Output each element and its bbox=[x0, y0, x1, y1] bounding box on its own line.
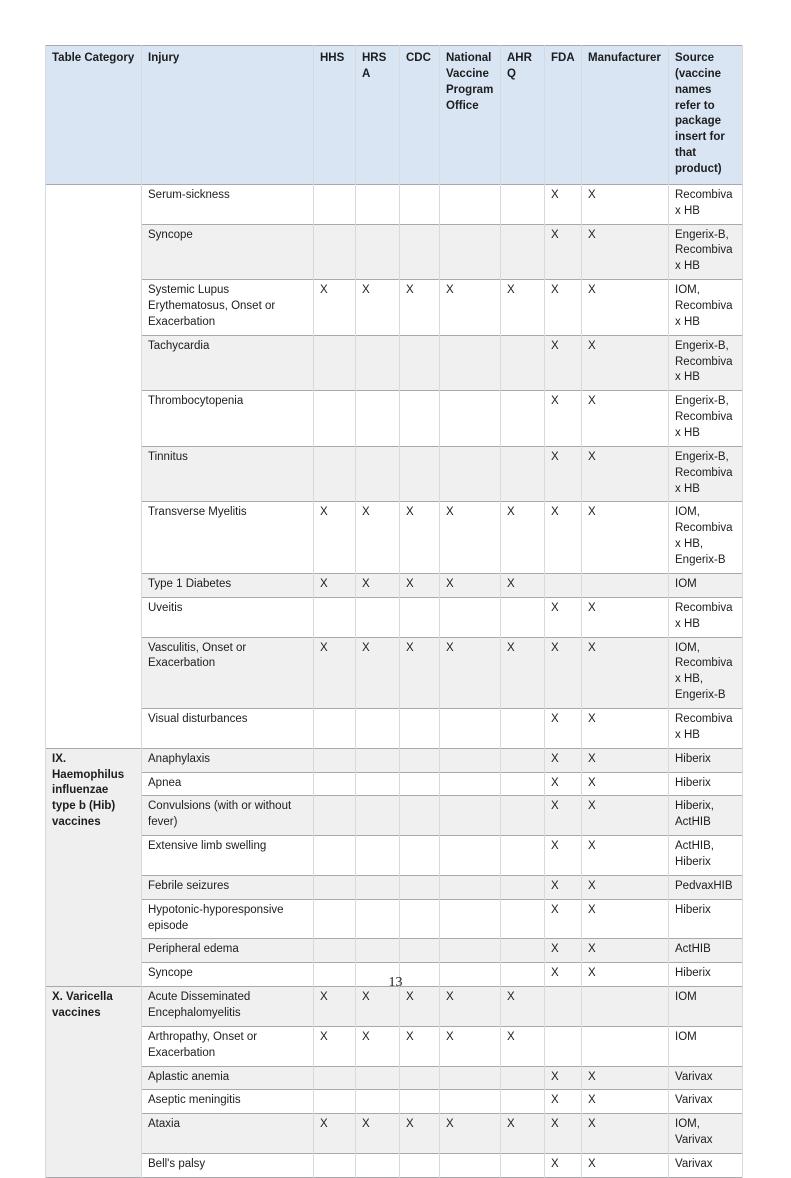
flag-cell-nvpo bbox=[440, 391, 501, 447]
injury-cell: Aplastic anemia bbox=[142, 1066, 314, 1090]
flag-cell-manufacturer: X bbox=[582, 1153, 669, 1177]
flag-cell-nvpo bbox=[440, 796, 501, 836]
flag-cell-ahrq: X bbox=[501, 573, 545, 597]
flag-cell-fda: X bbox=[545, 1114, 582, 1154]
category-cell: X. Varicella vaccines bbox=[46, 987, 142, 1178]
table-body bbox=[46, 184, 743, 1177]
injury-cell: Acute Disseminated Encephalomyelitis bbox=[142, 987, 314, 1027]
flag-cell-nvpo: X bbox=[440, 573, 501, 597]
flag-cell-hhs bbox=[314, 335, 356, 391]
source-cell: Recombivax HB bbox=[669, 597, 743, 637]
table-row bbox=[46, 502, 743, 573]
flag-cell-fda: X bbox=[545, 224, 582, 280]
table-header bbox=[46, 46, 743, 185]
source-cell: ActHIB, Hiberix bbox=[669, 836, 743, 876]
flag-cell-manufacturer: X bbox=[582, 502, 669, 573]
flag-cell-nvpo bbox=[440, 708, 501, 748]
flag-cell-manufacturer: X bbox=[582, 1066, 669, 1090]
injury-cell: Syncope bbox=[142, 963, 314, 987]
flag-cell-ahrq bbox=[501, 1066, 545, 1090]
flag-cell-nvpo bbox=[440, 836, 501, 876]
flag-cell-manufacturer: X bbox=[582, 708, 669, 748]
header-ahrq: AHRQ bbox=[501, 46, 545, 185]
flag-cell-manufacturer: X bbox=[582, 963, 669, 987]
flag-cell-hrsa bbox=[356, 899, 400, 939]
flag-cell-nvpo bbox=[440, 597, 501, 637]
flag-cell-fda: X bbox=[545, 1153, 582, 1177]
flag-cell-manufacturer: X bbox=[582, 1114, 669, 1154]
flag-cell-hhs: X bbox=[314, 573, 356, 597]
table-row bbox=[46, 1114, 743, 1154]
injury-cell: Febrile seizures bbox=[142, 875, 314, 899]
flag-cell-ahrq bbox=[501, 335, 545, 391]
flag-cell-ahrq bbox=[501, 446, 545, 502]
flag-cell-manufacturer: X bbox=[582, 280, 669, 336]
source-cell: IOM, Recombivax HB, Engerix-B bbox=[669, 637, 743, 708]
flag-cell-hrsa bbox=[356, 748, 400, 772]
flag-cell-manufacturer: X bbox=[582, 391, 669, 447]
flag-cell-cdc bbox=[400, 184, 440, 224]
flag-cell-nvpo: X bbox=[440, 1114, 501, 1154]
source-cell: Hiberix, ActHIB bbox=[669, 796, 743, 836]
flag-cell-hhs bbox=[314, 1066, 356, 1090]
flag-cell-hhs: X bbox=[314, 1114, 356, 1154]
injury-cell: Transverse Myelitis bbox=[142, 502, 314, 573]
flag-cell-hrsa: X bbox=[356, 637, 400, 708]
flag-cell-cdc bbox=[400, 939, 440, 963]
flag-cell-hrsa bbox=[356, 939, 400, 963]
flag-cell-fda: X bbox=[545, 963, 582, 987]
flag-cell-hrsa: X bbox=[356, 1026, 400, 1066]
flag-cell-hrsa bbox=[356, 836, 400, 876]
flag-cell-cdc bbox=[400, 1066, 440, 1090]
header-nvpo: National Vaccine Program Office bbox=[440, 46, 501, 185]
source-cell: IOM, Recombivax HB, Engerix-B bbox=[669, 502, 743, 573]
flag-cell-cdc bbox=[400, 899, 440, 939]
flag-cell-nvpo bbox=[440, 899, 501, 939]
injury-cell: Hypotonic-hyporesponsive episode bbox=[142, 899, 314, 939]
injury-cell: Anaphylaxis bbox=[142, 748, 314, 772]
flag-cell-hhs bbox=[314, 772, 356, 796]
flag-cell-hrsa bbox=[356, 1090, 400, 1114]
flag-cell-hrsa: X bbox=[356, 280, 400, 336]
source-cell: Engerix-B, Recombivax HB bbox=[669, 224, 743, 280]
flag-cell-fda: X bbox=[545, 184, 582, 224]
flag-cell-fda: X bbox=[545, 939, 582, 963]
flag-cell-manufacturer: X bbox=[582, 637, 669, 708]
flag-cell-hrsa bbox=[356, 446, 400, 502]
flag-cell-cdc: X bbox=[400, 637, 440, 708]
flag-cell-manufacturer: X bbox=[582, 597, 669, 637]
source-cell: Engerix-B, Recombivax HB bbox=[669, 446, 743, 502]
flag-cell-ahrq bbox=[501, 224, 545, 280]
flag-cell-manufacturer: X bbox=[582, 335, 669, 391]
flag-cell-fda: X bbox=[545, 391, 582, 447]
source-cell: Recombivax HB bbox=[669, 184, 743, 224]
injury-cell: Apnea bbox=[142, 772, 314, 796]
flag-cell-hrsa bbox=[356, 224, 400, 280]
table-row bbox=[46, 875, 743, 899]
flag-cell-fda: X bbox=[545, 1090, 582, 1114]
flag-cell-fda: X bbox=[545, 899, 582, 939]
injury-cell: Extensive limb swelling bbox=[142, 836, 314, 876]
flag-cell-ahrq: X bbox=[501, 1114, 545, 1154]
flag-cell-cdc: X bbox=[400, 1114, 440, 1154]
flag-cell-fda: X bbox=[545, 637, 582, 708]
flag-cell-fda: X bbox=[545, 875, 582, 899]
injury-cell: Thrombocytopenia bbox=[142, 391, 314, 447]
source-cell: IOM bbox=[669, 1026, 743, 1066]
flag-cell-nvpo bbox=[440, 772, 501, 796]
flag-cell-manufacturer bbox=[582, 987, 669, 1027]
flag-cell-fda: X bbox=[545, 1066, 582, 1090]
flag-cell-cdc bbox=[400, 1153, 440, 1177]
flag-cell-nvpo: X bbox=[440, 502, 501, 573]
category-cell bbox=[46, 184, 142, 748]
flag-cell-hhs: X bbox=[314, 502, 356, 573]
flag-cell-hhs bbox=[314, 1090, 356, 1114]
flag-cell-nvpo: X bbox=[440, 1026, 501, 1066]
flag-cell-manufacturer: X bbox=[582, 1090, 669, 1114]
flag-cell-manufacturer: X bbox=[582, 899, 669, 939]
table-row bbox=[46, 772, 743, 796]
source-cell: PedvaxHIB bbox=[669, 875, 743, 899]
flag-cell-hrsa bbox=[356, 184, 400, 224]
flag-cell-cdc bbox=[400, 335, 440, 391]
flag-cell-nvpo bbox=[440, 748, 501, 772]
flag-cell-hhs bbox=[314, 184, 356, 224]
flag-cell-ahrq: X bbox=[501, 637, 545, 708]
flag-cell-ahrq bbox=[501, 1153, 545, 1177]
flag-cell-ahrq bbox=[501, 597, 545, 637]
injury-cell: Systemic Lupus Erythematosus, Onset or Exacerbation bbox=[142, 280, 314, 336]
category-cell: IX. Haemophilus influenzae type b (Hib) vaccines bbox=[46, 748, 142, 986]
flag-cell-hrsa: X bbox=[356, 573, 400, 597]
source-cell: Hiberix bbox=[669, 963, 743, 987]
flag-cell-hrsa bbox=[356, 335, 400, 391]
table-row bbox=[46, 637, 743, 708]
flag-cell-hrsa: X bbox=[356, 1114, 400, 1154]
flag-cell-cdc: X bbox=[400, 987, 440, 1027]
flag-cell-cdc bbox=[400, 446, 440, 502]
flag-cell-cdc: X bbox=[400, 1026, 440, 1066]
flag-cell-manufacturer: X bbox=[582, 939, 669, 963]
page-number: 13 bbox=[388, 975, 403, 990]
injury-cell: Bell's palsy bbox=[142, 1153, 314, 1177]
flag-cell-ahrq bbox=[501, 708, 545, 748]
vaccine-injury-table bbox=[45, 45, 743, 1178]
flag-cell-hrsa bbox=[356, 1066, 400, 1090]
flag-cell-ahrq bbox=[501, 899, 545, 939]
header-injury: Injury bbox=[142, 46, 314, 185]
source-cell: IOM, Recombivax HB bbox=[669, 280, 743, 336]
flag-cell-nvpo bbox=[440, 184, 501, 224]
source-cell: Hiberix bbox=[669, 899, 743, 939]
source-cell: IOM bbox=[669, 573, 743, 597]
injury-cell: Ataxia bbox=[142, 1114, 314, 1154]
flag-cell-fda: X bbox=[545, 748, 582, 772]
flag-cell-fda: X bbox=[545, 597, 582, 637]
header-row bbox=[46, 46, 743, 185]
table-row bbox=[46, 597, 743, 637]
flag-cell-fda: X bbox=[545, 335, 582, 391]
flag-cell-hhs bbox=[314, 836, 356, 876]
flag-cell-fda bbox=[545, 573, 582, 597]
flag-cell-hrsa bbox=[356, 796, 400, 836]
flag-cell-hhs bbox=[314, 391, 356, 447]
flag-cell-nvpo bbox=[440, 335, 501, 391]
injury-cell: Serum-sickness bbox=[142, 184, 314, 224]
flag-cell-ahrq: X bbox=[501, 502, 545, 573]
table-row bbox=[46, 899, 743, 939]
flag-cell-hhs bbox=[314, 597, 356, 637]
flag-cell-hrsa bbox=[356, 391, 400, 447]
flag-cell-cdc bbox=[400, 1090, 440, 1114]
flag-cell-hhs bbox=[314, 1153, 356, 1177]
source-cell: Hiberix bbox=[669, 748, 743, 772]
flag-cell-ahrq bbox=[501, 391, 545, 447]
flag-cell-manufacturer bbox=[582, 1026, 669, 1066]
flag-cell-hhs bbox=[314, 708, 356, 748]
flag-cell-hhs bbox=[314, 899, 356, 939]
injury-cell: Arthropathy, Onset or Exacerbation bbox=[142, 1026, 314, 1066]
flag-cell-cdc bbox=[400, 772, 440, 796]
flag-cell-ahrq: X bbox=[501, 987, 545, 1027]
flag-cell-hrsa bbox=[356, 1153, 400, 1177]
flag-cell-ahrq bbox=[501, 772, 545, 796]
injury-cell: Visual disturbances bbox=[142, 708, 314, 748]
table-row bbox=[46, 1153, 743, 1177]
flag-cell-cdc bbox=[400, 597, 440, 637]
flag-cell-fda: X bbox=[545, 708, 582, 748]
flag-cell-ahrq bbox=[501, 184, 545, 224]
injury-cell: Aseptic meningitis bbox=[142, 1090, 314, 1114]
flag-cell-fda: X bbox=[545, 446, 582, 502]
flag-cell-cdc bbox=[400, 224, 440, 280]
table-row bbox=[46, 224, 743, 280]
flag-cell-nvpo bbox=[440, 1090, 501, 1114]
flag-cell-hhs bbox=[314, 939, 356, 963]
injury-cell: Vasculitis, Onset or Exacerbation bbox=[142, 637, 314, 708]
flag-cell-ahrq bbox=[501, 1090, 545, 1114]
header-hrsa: HRSA bbox=[356, 46, 400, 185]
table-row bbox=[46, 1066, 743, 1090]
flag-cell-fda: X bbox=[545, 772, 582, 796]
flag-cell-cdc bbox=[400, 708, 440, 748]
flag-cell-hrsa bbox=[356, 772, 400, 796]
header-manufacturer: Manufacturer bbox=[582, 46, 669, 185]
table-row bbox=[46, 573, 743, 597]
flag-cell-hhs bbox=[314, 875, 356, 899]
flag-cell-nvpo bbox=[440, 446, 501, 502]
flag-cell-hrsa bbox=[356, 875, 400, 899]
source-cell: Engerix-B, Recombivax HB bbox=[669, 335, 743, 391]
flag-cell-hrsa bbox=[356, 708, 400, 748]
injury-cell: Peripheral edema bbox=[142, 939, 314, 963]
header-fda: FDA bbox=[545, 46, 582, 185]
flag-cell-manufacturer: X bbox=[582, 796, 669, 836]
header-cdc: CDC bbox=[400, 46, 440, 185]
flag-cell-ahrq: X bbox=[501, 1026, 545, 1066]
flag-cell-ahrq: X bbox=[501, 280, 545, 336]
flag-cell-ahrq bbox=[501, 796, 545, 836]
source-cell: Varivax bbox=[669, 1153, 743, 1177]
flag-cell-manufacturer bbox=[582, 573, 669, 597]
flag-cell-nvpo bbox=[440, 224, 501, 280]
table-row bbox=[46, 446, 743, 502]
flag-cell-manufacturer: X bbox=[582, 772, 669, 796]
flag-cell-hhs: X bbox=[314, 1026, 356, 1066]
flag-cell-hhs bbox=[314, 748, 356, 772]
source-cell: Hiberix bbox=[669, 772, 743, 796]
flag-cell-hhs: X bbox=[314, 987, 356, 1027]
header-source: Source (vaccine names refer to package insert for that product) bbox=[669, 46, 743, 185]
source-cell: IOM bbox=[669, 987, 743, 1027]
table-row bbox=[46, 836, 743, 876]
flag-cell-hhs bbox=[314, 224, 356, 280]
table-row bbox=[46, 748, 743, 772]
flag-cell-cdc bbox=[400, 796, 440, 836]
flag-cell-manufacturer: X bbox=[582, 446, 669, 502]
header-table-category: Table Category bbox=[46, 46, 142, 185]
flag-cell-hrsa bbox=[356, 597, 400, 637]
flag-cell-fda: X bbox=[545, 796, 582, 836]
flag-cell-nvpo bbox=[440, 875, 501, 899]
flag-cell-nvpo: X bbox=[440, 987, 501, 1027]
injury-cell: Tachycardia bbox=[142, 335, 314, 391]
table-row bbox=[46, 280, 743, 336]
flag-cell-hrsa: X bbox=[356, 502, 400, 573]
table-row bbox=[46, 796, 743, 836]
flag-cell-cdc bbox=[400, 836, 440, 876]
flag-cell-hhs: X bbox=[314, 637, 356, 708]
flag-cell-fda: X bbox=[545, 280, 582, 336]
table-row bbox=[46, 391, 743, 447]
flag-cell-cdc: X bbox=[400, 280, 440, 336]
flag-cell-hhs: X bbox=[314, 280, 356, 336]
table-row bbox=[46, 1090, 743, 1114]
injury-cell: Convulsions (with or without fever) bbox=[142, 796, 314, 836]
source-cell: Varivax bbox=[669, 1090, 743, 1114]
source-cell: IOM, Varivax bbox=[669, 1114, 743, 1154]
table-row bbox=[46, 1026, 743, 1066]
flag-cell-cdc bbox=[400, 875, 440, 899]
flag-cell-cdc bbox=[400, 391, 440, 447]
flag-cell-ahrq bbox=[501, 875, 545, 899]
injury-cell: Uveitis bbox=[142, 597, 314, 637]
flag-cell-fda bbox=[545, 1026, 582, 1066]
flag-cell-hrsa: X bbox=[356, 987, 400, 1027]
table-row bbox=[46, 987, 743, 1027]
source-cell: ActHIB bbox=[669, 939, 743, 963]
flag-cell-cdc bbox=[400, 748, 440, 772]
flag-cell-manufacturer: X bbox=[582, 748, 669, 772]
flag-cell-cdc: X bbox=[400, 573, 440, 597]
source-cell: Recombivax HB bbox=[669, 708, 743, 748]
flag-cell-nvpo: X bbox=[440, 637, 501, 708]
flag-cell-manufacturer: X bbox=[582, 184, 669, 224]
flag-cell-manufacturer: X bbox=[582, 836, 669, 876]
table-row bbox=[46, 939, 743, 963]
flag-cell-ahrq bbox=[501, 748, 545, 772]
header-hhs: HHS bbox=[314, 46, 356, 185]
injury-cell: Syncope bbox=[142, 224, 314, 280]
flag-cell-fda: X bbox=[545, 836, 582, 876]
flag-cell-nvpo bbox=[440, 1066, 501, 1090]
injury-cell: Type 1 Diabetes bbox=[142, 573, 314, 597]
flag-cell-fda: X bbox=[545, 502, 582, 573]
table-row bbox=[46, 708, 743, 748]
flag-cell-nvpo bbox=[440, 1153, 501, 1177]
flag-cell-ahrq bbox=[501, 836, 545, 876]
flag-cell-ahrq bbox=[501, 939, 545, 963]
source-cell: Engerix-B, Recombivax HB bbox=[669, 391, 743, 447]
flag-cell-manufacturer: X bbox=[582, 875, 669, 899]
flag-cell-hhs bbox=[314, 446, 356, 502]
flag-cell-fda bbox=[545, 987, 582, 1027]
flag-cell-cdc: X bbox=[400, 502, 440, 573]
source-cell: Varivax bbox=[669, 1066, 743, 1090]
table-row bbox=[46, 335, 743, 391]
table-row bbox=[46, 184, 743, 224]
flag-cell-nvpo bbox=[440, 939, 501, 963]
flag-cell-hhs bbox=[314, 796, 356, 836]
flag-cell-manufacturer: X bbox=[582, 224, 669, 280]
flag-cell-nvpo: X bbox=[440, 280, 501, 336]
injury-cell: Tinnitus bbox=[142, 446, 314, 502]
